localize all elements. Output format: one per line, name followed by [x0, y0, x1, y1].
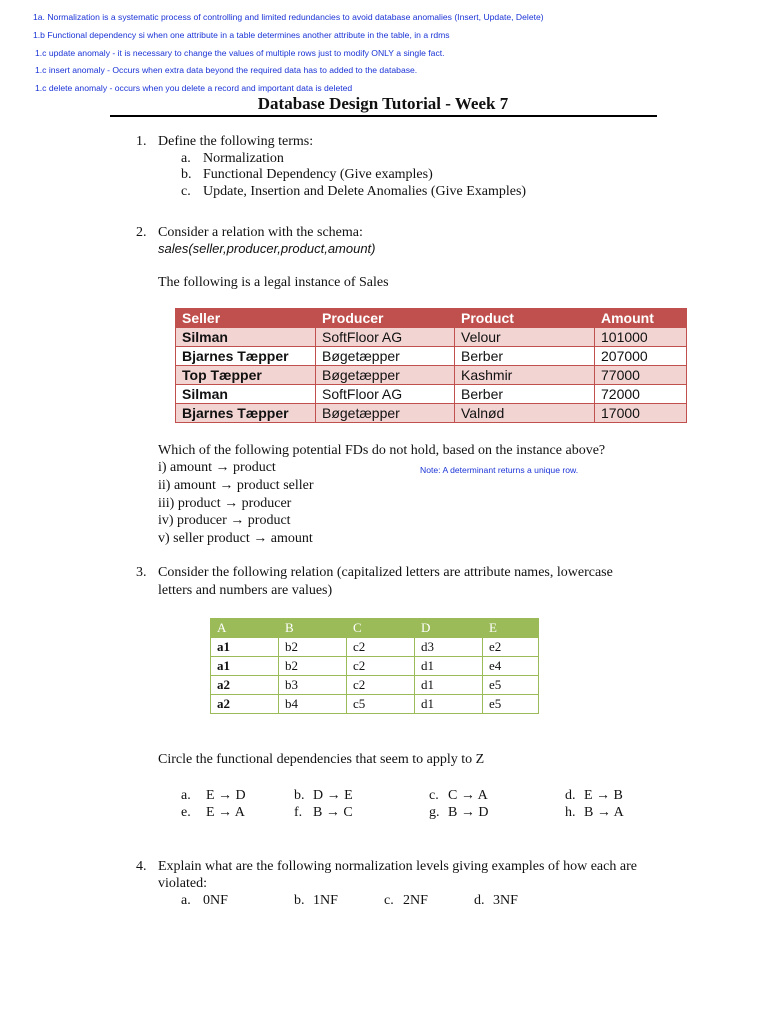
relation-col-e: E [483, 619, 539, 638]
fd-e-label: e. [181, 805, 191, 820]
sales-col-amount: Amount [595, 309, 687, 328]
q4-item-d-label: d. [474, 893, 485, 908]
q1-text: Define the following terms: [158, 134, 314, 149]
relation-cell: e5 [483, 676, 539, 695]
fd-f: B → C [313, 805, 353, 820]
q2-option-iii: iii) product → producer [158, 496, 292, 511]
q4-item-c-label: c. [384, 893, 394, 908]
sales-col-seller: Seller [176, 309, 316, 328]
fd-f-label: f. [294, 805, 303, 820]
relation-cell: a2 [211, 695, 279, 714]
sales-header-row [176, 309, 687, 328]
sales-cell: SoftFloor AG [316, 328, 455, 347]
relation-col-d: D [415, 619, 483, 638]
sales-cell: 72000 [595, 385, 687, 404]
q2-question: Which of the following potential FDs do not hold, based on the instance above? [158, 443, 606, 458]
table-row [176, 328, 687, 347]
relation-cell: b2 [279, 638, 347, 657]
fd-b: D → E [313, 788, 353, 803]
q4-item-d: 3NF [493, 893, 518, 908]
relation-cell: a2 [211, 676, 279, 695]
sales-cell: Bøgetæpper [316, 366, 455, 385]
sales-cell: Berber [455, 347, 595, 366]
q2-schema: sales(seller,producer,product,amount) [158, 241, 376, 256]
q4-item-b-label: b. [294, 893, 305, 908]
sales-cell: 17000 [595, 404, 687, 423]
fd-d: E → B [584, 788, 623, 803]
fd-h-label: h. [565, 805, 576, 820]
table-row [211, 695, 539, 714]
sales-cell: Silman [176, 328, 316, 347]
relation-cell: d1 [415, 695, 483, 714]
sales-cell: Velour [455, 328, 595, 347]
relation-cell: a1 [211, 638, 279, 657]
fd-g-label: g. [429, 805, 440, 820]
sales-cell: Bjarnes Tæpper [176, 347, 316, 366]
sales-col-product: Product [455, 309, 595, 328]
relation-cell: c2 [347, 638, 415, 657]
sales-table [175, 308, 687, 423]
fd-c-label: c. [429, 788, 439, 803]
note-insert-anomaly: 1.c insert anomaly - Occurs when extra data beyond the required data has to added to the database. [35, 65, 418, 75]
q3-line2: letters and numbers are values) [158, 583, 333, 598]
sales-cell: 77000 [595, 366, 687, 385]
fd-a-label: a. [181, 788, 191, 803]
q2-option-i: i) amount → product [158, 460, 276, 475]
q1-item-c-label: c. [181, 184, 191, 199]
q1-item-c: Update, Insertion and Delete Anomalies (Give Examples) [203, 184, 527, 199]
q4-item-a-label: a. [181, 893, 191, 908]
title-underline [110, 115, 657, 117]
fd-a: E → D [206, 788, 246, 803]
table-row [176, 385, 687, 404]
relation-cell: c2 [347, 657, 415, 676]
relation-header-row [211, 619, 539, 638]
note-delete-anomaly: 1.c delete anomaly - occurs when you delete a record and important data is deleted [35, 83, 353, 93]
fd-h: B → A [584, 805, 624, 820]
q1-item-b-label: b. [181, 167, 192, 182]
note-update-anomaly: 1.c update anomaly - it is necessary to change the values of multiple rows just to modify ONLY a single fact. [35, 48, 445, 58]
sales-cell: Bjarnes Tæpper [176, 404, 316, 423]
relation-cell: d1 [415, 657, 483, 676]
relation-cell: d3 [415, 638, 483, 657]
relation-table [210, 618, 539, 714]
note-functional-dependency: 1.b Functional dependency si when one attribute in a table determines another attribute in the table, in a rdms [33, 30, 450, 40]
sales-cell: Bøgetæpper [316, 347, 455, 366]
sales-cell: Valnød [455, 404, 595, 423]
sales-cell: Silman [176, 385, 316, 404]
sales-col-producer: Producer [316, 309, 455, 328]
fd-c: C → A [448, 788, 488, 803]
table-row [211, 676, 539, 695]
q3-line1: Consider the following relation (capitalized letters are attribute names, lowercase [158, 565, 613, 580]
table-row [176, 366, 687, 385]
relation-cell: b4 [279, 695, 347, 714]
relation-cell: e5 [483, 695, 539, 714]
q2-option-v: v) seller product → amount [158, 531, 313, 546]
page-title: Database Design Tutorial - Week 7 [257, 94, 509, 113]
table-row [211, 657, 539, 676]
q3-question: Circle the functional dependencies that seem to apply to Z [158, 752, 485, 767]
q4-line2: violated: [158, 876, 207, 891]
sales-cell: Bøgetæpper [316, 404, 455, 423]
q1-item-a: Normalization [203, 151, 284, 166]
relation-cell: e2 [483, 638, 539, 657]
q1-item-a-label: a. [181, 151, 191, 166]
relation-col-b: B [279, 619, 347, 638]
q4-number: 4. [136, 859, 147, 874]
sales-cell: Berber [455, 385, 595, 404]
q2-determinant-note: Note: A determinant returns a unique row. [420, 465, 579, 475]
fd-d-label: d. [565, 788, 576, 803]
sales-cell: Kashmir [455, 366, 595, 385]
relation-cell: b3 [279, 676, 347, 695]
sales-cell: 207000 [595, 347, 687, 366]
q1-item-b: Functional Dependency (Give examples) [203, 167, 433, 182]
q2-option-iv: iv) producer → product [158, 513, 291, 528]
q2-intro: The following is a legal instance of Sales [158, 275, 389, 290]
relation-col-c: C [347, 619, 415, 638]
sales-cell: Top Tæpper [176, 366, 316, 385]
sales-cell: SoftFloor AG [316, 385, 455, 404]
relation-cell: a1 [211, 657, 279, 676]
relation-cell: e4 [483, 657, 539, 676]
table-row [211, 638, 539, 657]
table-row [176, 347, 687, 366]
q2-option-ii: ii) amount → product seller [158, 478, 314, 493]
q4-item-c: 2NF [403, 893, 428, 908]
q1-number: 1. [136, 134, 147, 149]
relation-cell: b2 [279, 657, 347, 676]
relation-cell: c5 [347, 695, 415, 714]
sales-cell: 101000 [595, 328, 687, 347]
note-normalization: 1a. Normalization is a systematic process of controlling and limited redundancies to avoid database anomalies (Insert, Update, Delete) [33, 12, 544, 22]
fd-b-label: b. [294, 788, 305, 803]
q2-number: 2. [136, 225, 147, 240]
q3-number: 3. [136, 565, 147, 580]
relation-cell: d1 [415, 676, 483, 695]
table-row [176, 404, 687, 423]
relation-col-a: A [211, 619, 279, 638]
q4-line1: Explain what are the following normalization levels giving examples of how each are [158, 859, 637, 874]
fd-g: B → D [448, 805, 489, 820]
q4-item-b: 1NF [313, 893, 338, 908]
q4-item-a: 0NF [203, 893, 228, 908]
fd-e: E → A [206, 805, 245, 820]
q2-text: Consider a relation with the schema: [158, 225, 363, 240]
relation-cell: c2 [347, 676, 415, 695]
